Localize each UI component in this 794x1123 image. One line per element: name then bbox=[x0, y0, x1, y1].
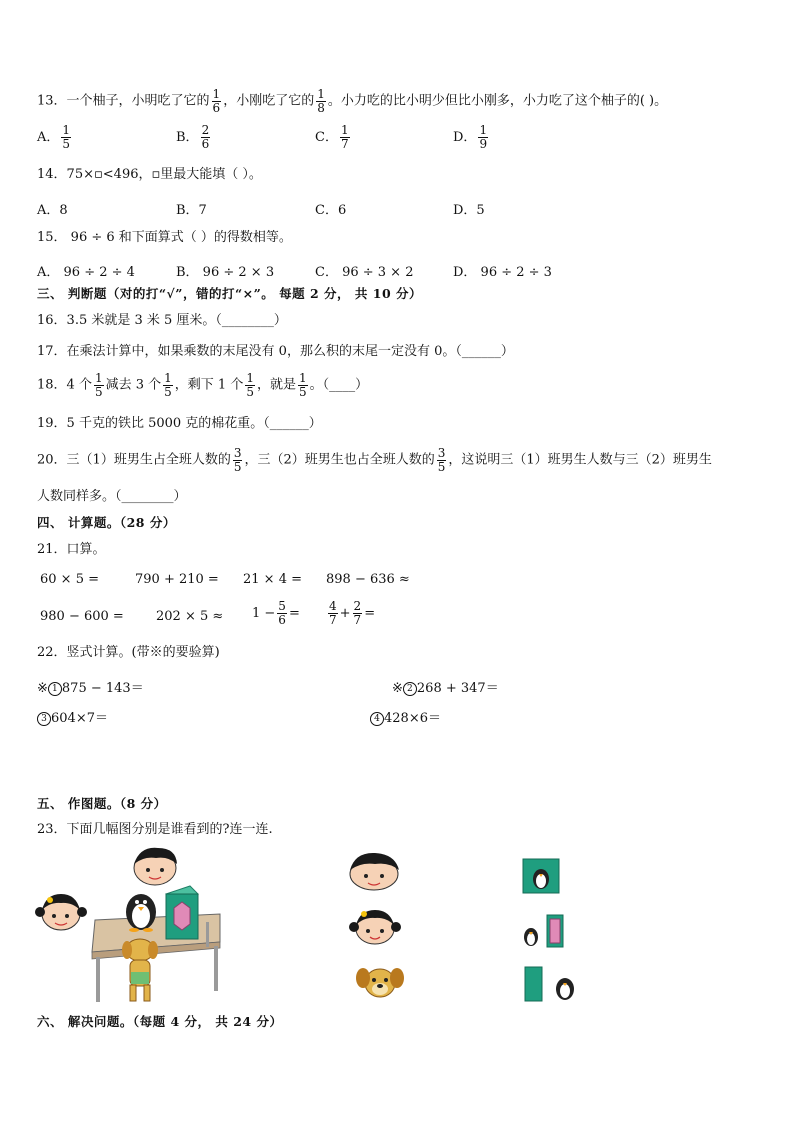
section-3-heading: 三、 判断题（对的打“√”，错的打“×”。 每题 2 分， 共 10 分） bbox=[37, 286, 423, 301]
vertical-calc-3: 3 604×7＝ bbox=[37, 707, 108, 726]
circled-number: 4 bbox=[370, 712, 384, 726]
q13-option-c[interactable]: C． $\frac{1}{7}$ bbox=[315, 123, 349, 151]
q13-option-b[interactable]: B． $\frac{2}{6}$ bbox=[176, 123, 210, 151]
fraction: $\frac{1}{6}$ bbox=[212, 87, 221, 115]
scene-illustration bbox=[30, 842, 230, 1007]
question-20: 20．三（1）班男生占全班人数的 $\frac{3}{5}$ ，三（2）班男生也占全班人数的 $\frac{3}{5}$ ，这说明三（1）班男生人数与三（2）班男生 bbox=[37, 446, 712, 474]
q15-option-d[interactable]: D． 96 ÷ 2 ÷ 3 bbox=[453, 265, 552, 280]
oral-calc-7: 1 − $\frac{5}{6}$ = bbox=[252, 599, 300, 627]
q15-option-c[interactable]: C． 96 ÷ 3 × 2 bbox=[315, 265, 414, 280]
table-icon bbox=[92, 914, 220, 1002]
q13-option-a[interactable]: A． $\frac{1}{5}$ bbox=[37, 123, 71, 151]
boy-head-icon bbox=[134, 848, 177, 885]
q14-option-a[interactable]: A．8 bbox=[37, 203, 68, 218]
q13-option-d[interactable]: D． $\frac{1}{9}$ bbox=[453, 123, 488, 151]
view-penguin-front-box[interactable] bbox=[522, 858, 560, 894]
oral-calc-8: $\frac{4}{7}$ + $\frac{2}{7}$ = bbox=[329, 599, 376, 627]
q14-option-d[interactable]: D．5 bbox=[453, 203, 485, 218]
section-5-heading: 五、 作图题。（8 分） bbox=[37, 796, 167, 811]
oral-calc-6: 202 × 5 ≈ bbox=[156, 609, 224, 624]
fraction: $\frac{1}{8}$ bbox=[317, 87, 325, 115]
box-icon bbox=[166, 886, 198, 939]
circled-number: 2 bbox=[403, 682, 417, 696]
vertical-calc-1: ※ 1 875 − 143＝ bbox=[37, 681, 144, 696]
fraction: $\frac{1}{5}$ bbox=[246, 371, 254, 399]
fraction: $\frac{1}{5}$ bbox=[94, 371, 103, 399]
viewer-dog-head[interactable] bbox=[355, 962, 405, 1002]
q14-option-c[interactable]: C．6 bbox=[315, 203, 347, 218]
fraction: $\frac{3}{5}$ bbox=[437, 446, 446, 474]
view-penguin-left-box[interactable] bbox=[519, 913, 567, 949]
question-14: 14．75×▫<496，▫里最大能填（ ）。 bbox=[37, 167, 262, 182]
viewer-girl-head[interactable] bbox=[348, 905, 402, 947]
dog-icon bbox=[122, 939, 158, 1001]
question-23: 23．下面几幅图分别是谁看到的?连一连. bbox=[37, 822, 273, 837]
fraction: $\frac{1}{5}$ bbox=[164, 371, 172, 399]
oral-calc-5: 980 − 600 = bbox=[40, 609, 124, 624]
oral-calc-1: 60 × 5 = bbox=[40, 572, 99, 587]
vertical-calc-4: 4 428×6＝ bbox=[370, 707, 441, 726]
question-19: 19．5 千克的铁比 5000 克的棉花重。（______） bbox=[37, 416, 322, 431]
section-4-heading: 四、 计算题。（28 分） bbox=[37, 515, 176, 530]
girl-head-icon bbox=[35, 894, 87, 930]
circled-number: 1 bbox=[48, 682, 62, 696]
question-17: 17．在乘法计算中，如果乘数的末尾没有 0，那么积的末尾一定没有 0。（______） bbox=[37, 344, 514, 359]
vertical-calc-2: ※ 2 268 + 347＝ bbox=[392, 681, 499, 696]
q14-option-b[interactable]: B．7 bbox=[176, 203, 207, 218]
question-18: 18．4 个 $\frac{1}{5}$ 减去 3 个 $\frac{1}{5}$ ，剩下 1 个 $\frac{1}{5}$ ，就是 $\frac{1}{5}$ 。（____） bbox=[37, 371, 369, 399]
q15-option-b[interactable]: B． 96 ÷ 2 × 3 bbox=[176, 265, 275, 280]
oral-calc-4: 898 − 636 ≈ bbox=[326, 572, 410, 587]
fraction: $\frac{3}{5}$ bbox=[233, 446, 242, 474]
viewer-boy-head[interactable] bbox=[345, 850, 403, 892]
question-16: 16．3.5 米就是 3 米 5 厘米。（________） bbox=[37, 313, 287, 328]
q15-option-a[interactable]: A． 96 ÷ 2 ÷ 4 bbox=[37, 265, 135, 280]
question-20-line-2: 人数同样多。（________） bbox=[37, 489, 187, 504]
oral-calc-3: 21 × 4 = bbox=[243, 572, 302, 587]
section-6-heading: 六、 解决问题。（每题 4 分， 共 24 分） bbox=[37, 1014, 283, 1029]
question-21-title: 21．口算。 bbox=[37, 542, 106, 557]
circled-number: 3 bbox=[37, 712, 51, 726]
view-box-left-penguin[interactable] bbox=[522, 965, 582, 1003]
fraction: $\frac{1}{5}$ bbox=[298, 371, 307, 399]
question-22-title: 22．竖式计算。(带※的要验算) bbox=[37, 645, 220, 660]
question-13: 13．一个柚子，小明吃了它的 $\frac{1}{6}$ ，小刚吃了它的 $\frac{1}{8}$ 。小力吃的比小明少但比小刚多，小力吃了这个柚子的( )。 bbox=[37, 87, 668, 115]
question-15: 15． 96 ÷ 6 和下面算式（ ）的得数相等。 bbox=[37, 230, 292, 245]
oral-calc-2: 790 + 210 = bbox=[135, 572, 219, 587]
